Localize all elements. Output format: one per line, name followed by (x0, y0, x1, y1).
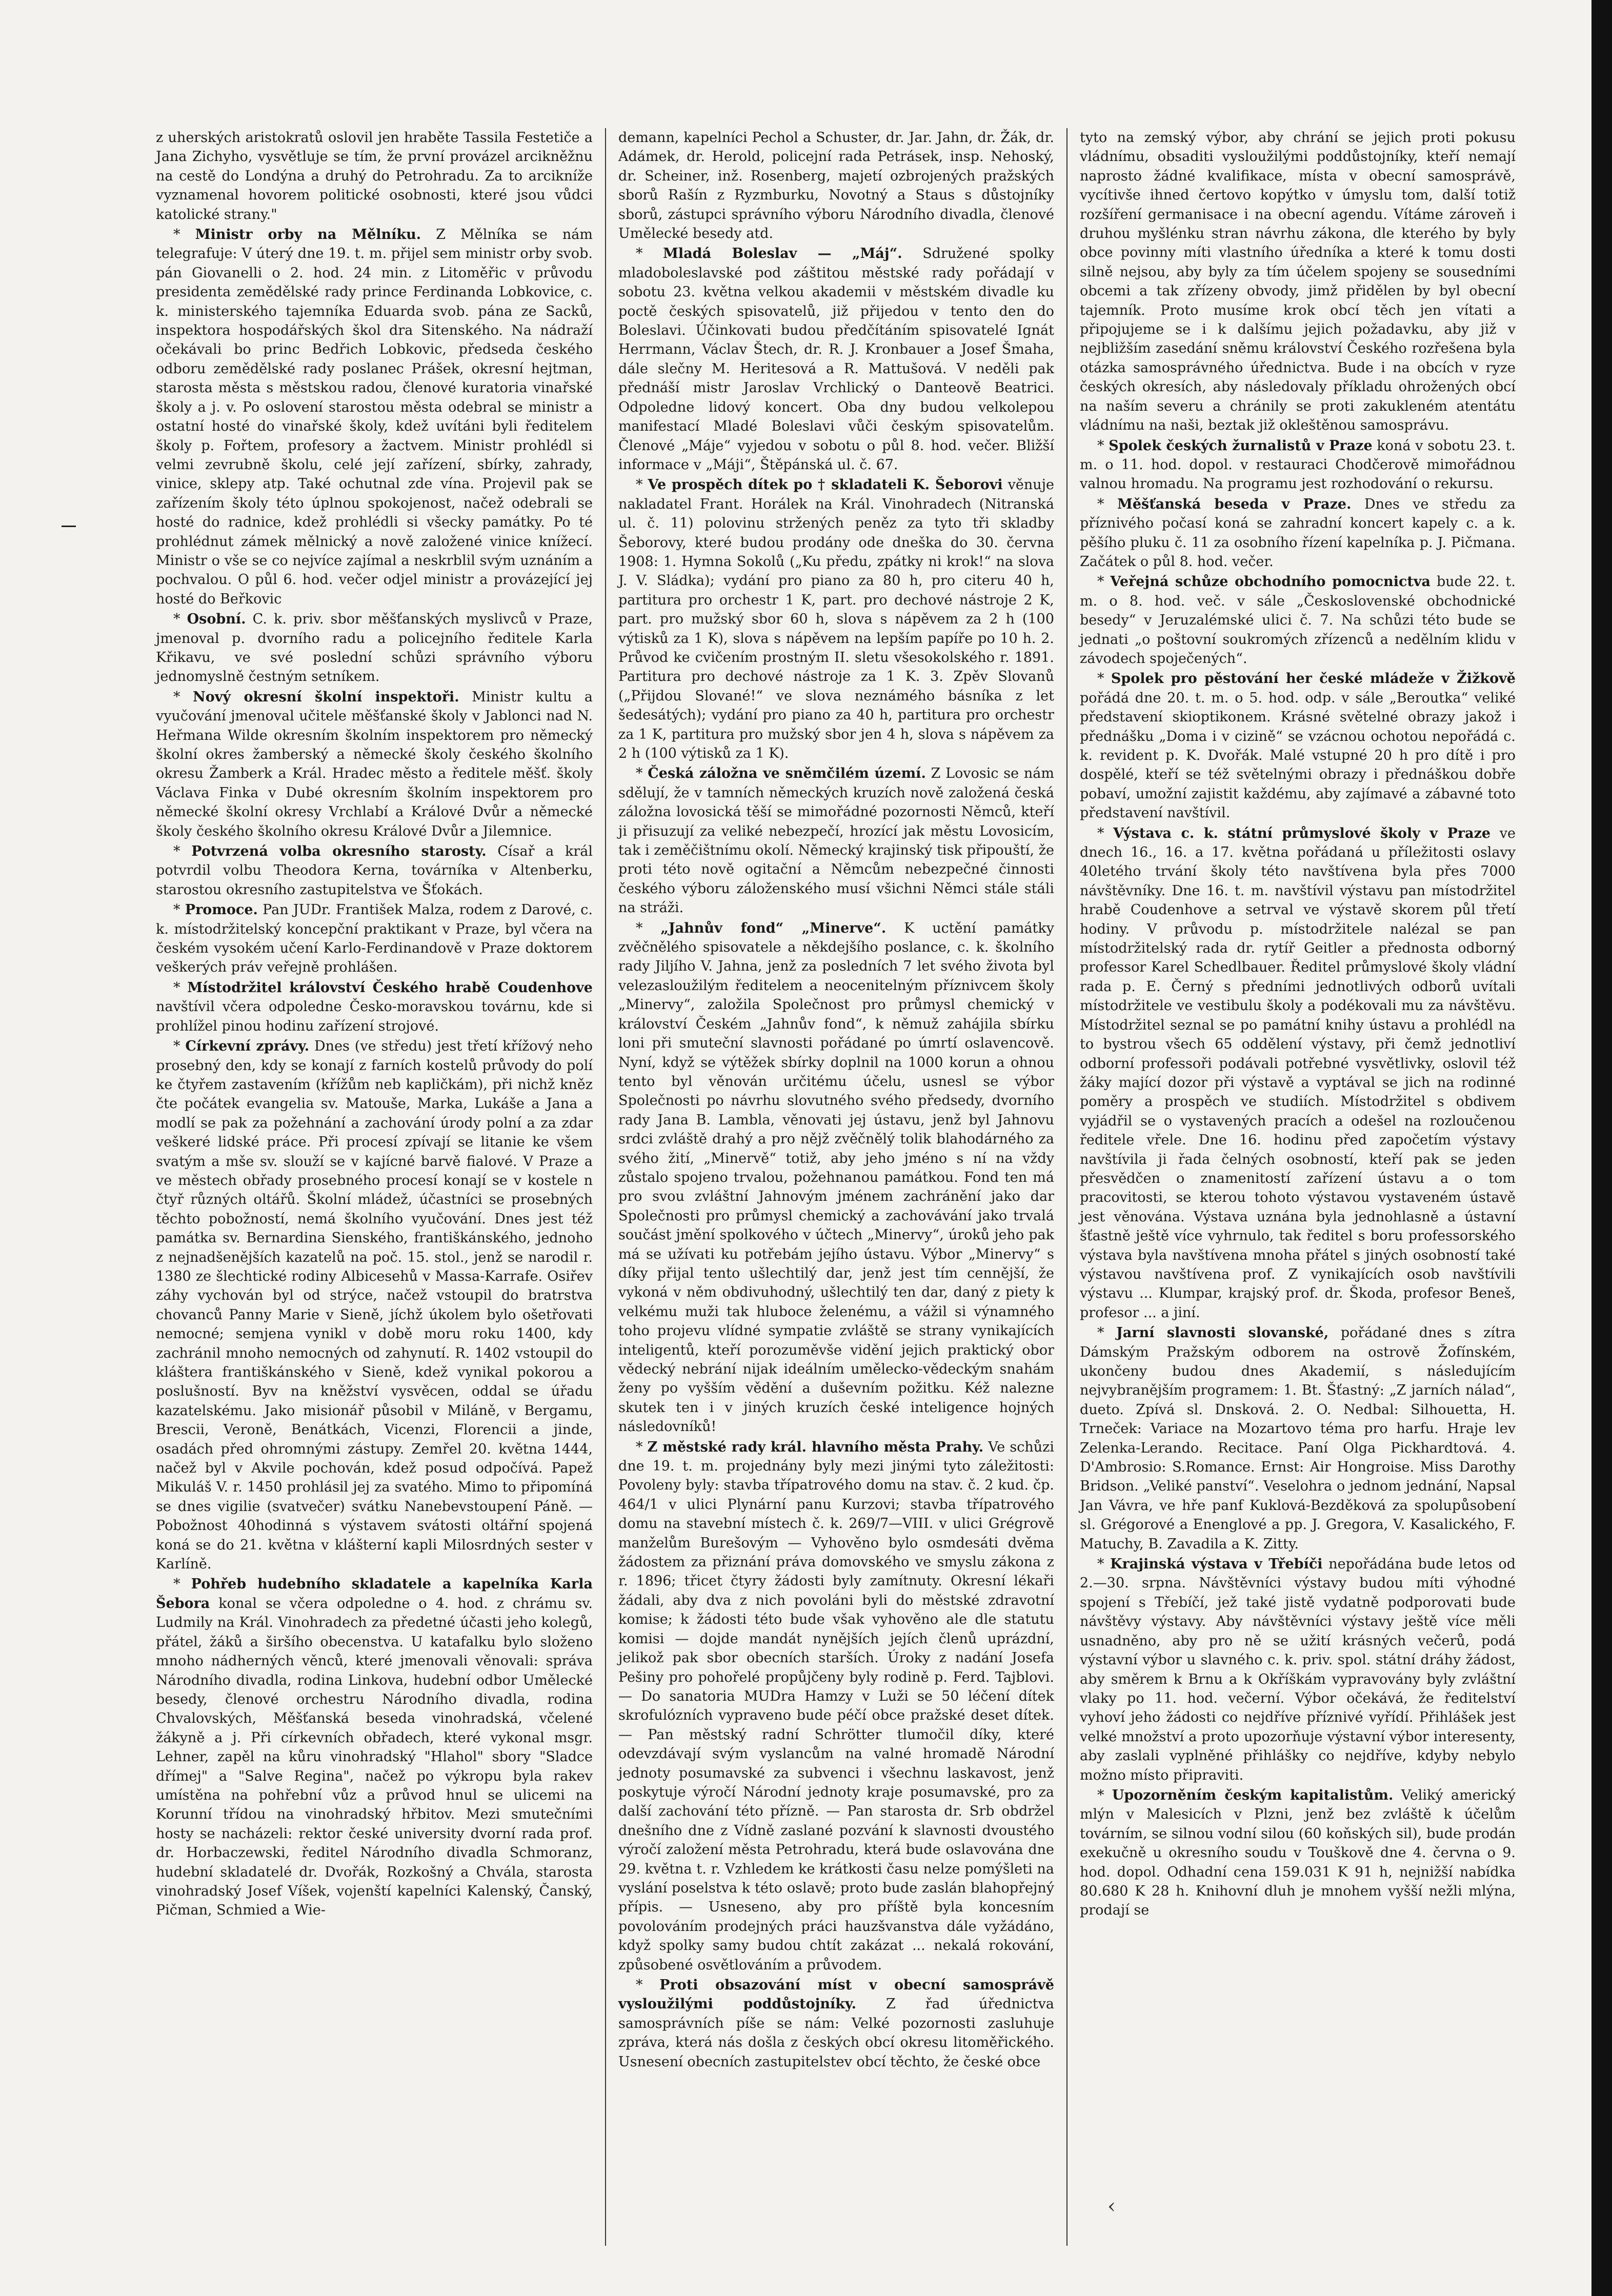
article-text: C. k. priv. sbor měšťanských myslivců v Praze, jmenoval p. dvorního radu a policejního ředitele Karla Křikavu, ve své poslední schůzi správního výboru jednomyslně čestným setníkem. (156, 611, 593, 685)
article-heading: Nový okresní školní inspektoři. (193, 689, 459, 705)
article-heading: Spolek pro pěstování her české mládeže v Žižkově (1111, 671, 1516, 687)
article-heading: Potvrzená volba okresního starosty. (191, 843, 487, 860)
article-paragraph: * Proti obsazování míst v obecní samosprávě vysloužilými poddůstojníky. Z řad úřednictva samosprávních píše se nám: Velké pozornosti zasluhuje zpráva, která nás došla z českých obcí okresu litoměřického. Usnesení obecních zastupitelstev obcí těchto, že české obce (618, 1977, 1055, 2070)
article-columns (144, 128, 1569, 2246)
article-text: Císař a král potvrdil volbu Theodora Kerna, továrníka v Altenberku, starostou okresního zastupitelstva ve Šťokách. (156, 843, 593, 898)
article-paragraph: * Osobní. C. k. priv. sbor měšťanských myslivců v Praze, jmenoval p. dvorního radu a policejního ředitele Karla Křikavu, ve své poslední schůzi správního výboru jednomyslně čestným setníkem. (156, 611, 593, 685)
article-heading: „Jahnův fond“ „Minerve“. (660, 920, 886, 936)
article-text: pořádané dnes s zítra Dámským Pražským odborem na ostrově Žofínském, ukončeny budou dnes Akademií, s následujícím nejvybranějším programem: 1. Bt. Šťastný: „Z jarních nálad“, dueto. Zpívá sl. Dnsková. 2. O. Nedbal: Silhouetta, H. Trneček: Variace na Mozartovo téma pro harfu. Hraje lev Zelenka-Lerando. Recitace. Paní Olga Pickhardtová. 4. D'Ambrosio: S.Romance. Ernst: Air Hongroise. Miss Darothy Bridson. „Veliké panství“. Veselohra o jednom jednání, Napsal Jan Vávra, ve hře panf Kuklová-Bezděková za spolupůsobení sl. Grégorové a Enenglové a pp. J. Gregora, V. Kasalického, F. Matuchy, B. Zavadila a K. Zitty. (1080, 1325, 1516, 1552)
article-heading: Proti obsazování míst v obecní samosprávě vysloužilými poddůstojníky. (618, 1977, 1054, 2012)
article-paragraph (156, 128, 593, 224)
article-paragraph: * Pohřeb hudebního skladatele a kapelníka Karla Šebora konal se včera odpoledne o 4. hod. z chrámu sv. Ludmily na Král. Vinohradech za předetné účasti jeho kolegů, přátel, žáků a širšího obecenstva. U katafalku bylo složeno mnoho nádherných věnců, které jmenovali věnovali: správa Národního divadla, rodina Linkova, hudební odbor Umělecké besedy, členové orchestru Národního divadla, rodina Chvalovských, Měšťanská beseda vinohradská, včelené žákyně a j. Při církevních obřadech, které vykonal msgr. Lehner, zapěl na kůru vinohradský "Hlahol" sbory "Sladce dřímej" a "Salve Regina", načež po výkropu byla rakev umístěna na pohřební vůz a průvod hnul se ulicemi na Korunní třídou na vinohradský hřbitov. Mezi smutečními hosty se nacházeli: rektor české university dvorní rada prof. dr. Horbaczewski, ředitel Národního divadla Schmoranz, hudební skladatelé dr. Dvořák, Rozkošný a Chvála, starosta vinohradský Josef Víšek, vojenští kapelníci Kalenský, Čanský, Pičman, Schmied a Wie- (156, 1576, 593, 1919)
article-paragraph: * Veřejná schůze obchodního pomocnictva bude 22. t. m. o 8. hod. več. v sále „Československé obchodnické besedy“ v Jeruzalémské ulici č. 7. Na schůzi této bude se jednati „o poštovní soukromých zřízenců a nedělním klidu v závodech spoječených“. (1080, 574, 1516, 667)
article-text: Ve schůzi dne 19. t. m. projednány byly mezi jinými tyto záležitosti: Povoleny byly: stavba třípatrového domu na stav. č. 2 kud. čp. 464/1 v ulici Plynární panu Kurzovi; stavba třípatrového domu na stavební místech č. k. 269/7—VIII. v ulici Grégrově manželům Burešovým — Vyhověno bylo osmdesáti dvěma žádostem za přiznání práva domovského ve smyslu zákona z r. 1896; třicet čtyry žádosti byly zamítnuty. Okresní lékaři žádali, aby dva z nich povoláni byli do městské zdravotní komise; k žádosti této bude však vyhověno ale dle statutu komisi — dojde mandát nynějších jejích členů uprázdní, jelikož pak sbor obecních starších. Úroky z nadání Josefa Pešiny pro pohořelé propůjčeny byly rodině p. Ferd. Tajblovi. — Do sanatoria MUDra Hamzy v Luži se 50 léčení dítek skrofulózních vypraveno bude péčí obce pražské deset dítek. — Pan městský radní Schrötter tlumočil díky, které odevzdávají svým vyslancům na valné hromadě Národní jednoty posumavské za subvenci i všechnu laskavost, jenž poskytuje výročí Národní jednoty kraje posumavské, pro za další zachování této přízně. — Pan starosta dr. Srb obdržel dnešního dne z Vídně zaslané pozvání k slavnosti dvoustého výročí založení města Petrohradu, která bude oslavována dne 29. května t. r. Vzhledem ke krátkosti času nelze pomýšleti na vyslání poselstva k této oslavě; proto bude zaslán blahopřejný přípis. — Usneseno, aby pro příště byla koncesním povolováním prodejných práci hauzšvanstva dále vyžádáno, když spolky samy budou chtít zakázat ... nekalá rokování, způsobené osvětlováním a průvodem. (618, 1439, 1054, 1973)
article-heading: Krajinská výstava v Třebíči (1110, 1556, 1323, 1573)
article-heading: Výstava c. k. státní průmyslové školy v Praze (1113, 825, 1491, 841)
article-text: Veliký americký mlýn v Malesicích v Plzni, jenž bez zvláště k účelům továrním, se silnou vodní silou (60 koňských sil), bude prodán exekučně u okresního soudu v Touškově dne 4. června o 9. hod. dopol. Odhadní cena 159.031 K 91 h, nejnižší nabídka 80.680 K 28 h. Knihovní dluh je mnohem vyšší nežli mlýna, prodají se (1080, 1787, 1516, 1919)
article-text: Ministr kultu a vyučování jmenoval učitele měšťanské školy v Jablonci nad N. Heřmana Wilde okresním školním inspektorem pro německý školní okres žamberský a německé školy českého školního okresu Žamberk a Král. Hradec město a ředitele měšť. školy Václava Finka v Dubé okresním školním inspektorem pro německé školní okresy Vrchlabí a Králové Dvůr a německé školy českého školního okresu Králové Dvůr a Jilemnice. (156, 689, 593, 839)
column-middle (605, 128, 1066, 2246)
article-paragraph: * Spolek českých žurnalistů v Praze koná v sobotu 23. t. m. o 11. hod. dopol. v restauraci Chodčerově mimořádnou valnou hromadu. Na programu jest rozhodování o rekursu. (1080, 437, 1516, 492)
article-heading: Veřejná schůze obchodního pomocnictva (1110, 574, 1431, 590)
page-dark-edge (1591, 0, 1612, 2296)
article-heading: Osobní. (187, 611, 246, 628)
article-text: bude 22. t. m. o 8. hod. več. v sále „Československé obchodnické besedy“ v Jeruzalémské ulici č. 7. Na schůzi této bude se jednati „o poštovní soukromých zřízenců a nedělním klidu v závodech spoječených“. (1080, 574, 1516, 667)
article-text: z uherských aristokratů oslovil jen hraběte Tassila Festetiče a Jana Zichyho, vysvětluje se tím, že první provázel arcikněžnu na cestě do Londýna a druhý do Petrohradu. Za to arcikníže vyznamenal hovorem politické osobnosti, které jsou vůdci katolické strany." (156, 130, 593, 223)
article-text: K uctění památky zvěčnělého spisovatele a někdejšího poslance, c. k. školního rady Jiljího V. Jahna, jenž za posledních 7 let svého života byl velezasloužilým ředitelem a neocenitelným příznivcem školy „Minervy“, založila Společnost pro průmysl chemický v království Českém „Jahnův fond“, k němuž zahájila sbírku loni při smuteční slavnosti pořádané po úmrtí oslavencově. Nyní, když se výtěžek sbírky doplnil na 1000 korun a ohnou tento byl věnován určitému účelu, usnesl se výbor Společnosti po návrhu slovutného svého předsedy, dvorního rady Jana B. Lambla, věnovati jej ústavu, jenž byl Jahnovu srdci zvláště drahý a pro nějž zvěčnělý tolik blahodárného za svého žití, „Minervě“ totiž, aby jeho jméno s ní na vždy zůstalo spojeno trvalou, požehnanou památkou. Fond ten má pro svou zvláštní Jahnovým jménem zachránění jako dar Společnosti pro průmysl chemický a zachovávání jako trvalá součást jmění spolkového v účtech „Minervy“, úroků jeho pak má se užívati ku potřebám jejího ústavu. Výbor „Minervy“ s díky přijal tento ušlechtilý dar, jenž jest tím cennější, že vykoná v něm obdivuhodný, ušlechtilý ten dar, daný z piety k velkému muži tak hluboce želenému, a vážil si výnamného toho projevu vlídné sympatie zvláště se strany vynikajících inteligentů, kteří porozuměvše vidění jejich praktický obor vědecký nebrání nijak ideálním umělecko-vědeckým snahám ženy po vyšším vědění a duševním požitku. Kéž nalezne skutek ten i v jiných kruzích české inteligence hojných následovníků! (618, 920, 1054, 1435)
article-text: konal se včera odpoledne o 4. hod. z chrámu sv. Ludmily na Král. Vinohradech za předetné účasti jeho kolegů, přátel, žáků a širšího obecenstva. U katafalku bylo složeno mnoho nádherných věnců, které jmenovali věnovali: správa Národního divadla, rodina Linkova, hudební odbor Umělecké besedy, členové orchestru Národního divadla, rodina Chvalovských, Měšťanská beseda vinohradská, včelené žákyně a j. Při církevních obřadech, které vykonal msgr. Lehner, zapěl na kůru vinohradský "Hlahol" sbory "Sladce dřímej" a "Salve Regina", načež po výkropu byla rakev umístěna na pohřební vůz a průvod hnul se ulicemi na Korunní třídou na vinohradský hřbitov. Mezi smutečními hosty se nacházeli: rektor české university dvorní rada prof. dr. Horbaczewski, ředitel Národního divadla Schmoranz, hudební skladatelé dr. Dvořák, Rozkošný a Chvála, starosta vinohradský Josef Víšek, vojenští kapelníci Kalenský, Čanský, Pičman, Schmied a Wie- (156, 1595, 593, 1919)
article-paragraph: * Upozorněním českým kapitalistům. Veliký americký mlýn v Malesicích v Plzni, jenž bez zvláště k účelům továrním, se silnou vodní silou (60 koňských sil), bude prodán exekučně u okresního soudu v Touškově dne 4. června o 9. hod. dopol. Odhadní cena 159.031 K 91 h, nejnižší nabídka 80.680 K 28 h. Knihovní dluh je mnohem vyšší nežli mlýna, prodají se (1080, 1787, 1516, 1919)
article-heading: Z městské rady král. hlavního města Prahy. (647, 1439, 984, 1455)
article-text: koná v sobotu 23. t. m. o 11. hod. dopol. v restauraci Chodčerově mimořádnou valnou hromadu. Na programu jest rozhodování o rekursu. (1080, 437, 1516, 492)
article-heading: Ministr orby na Mělníku. (195, 227, 421, 243)
column-right (1066, 128, 1528, 2246)
article-heading: Pohřeb hudebního skladatele a kapelníka Karla Šebora (156, 1576, 593, 1612)
article-paragraph: * Ve prospěch dítek po † skladateli K. Šeborovi věnuje nakladatel Frant. Horálek na Král. Vinohradech (Nitranská ul. č. 11) polovinu stržených peněz za tyto tři skladby Šeborovy, které budou prodány ode dneška do 30. června 1908: 1. Hymna Sokolů („Ku předu, zpátky ni krok!“ na slova J. V. Sládka); vydání pro piano za 80 h, pro citeru 40 h, partitura pro orchestr 1 K, part. pro dechové nástroje 2 K, part. pro mužský sbor 60 h, slova s nápěvem za 2 h (100 výtisků za 1 K), slova s nápěvem na lepším papíře po 10 h. 2. Průvod ke cvičením prostným II. sletu všesokolského r. 1891. Partitura pro dechové nástroje za 1 K. 3. Zpěv Slovanů („Přijdou Slované!“ ve slova neznámého básníka z let šedesátých); vydání pro piano za 40 h, partitura pro orchestr za 1 K, partitura pro mužský sbor jen 4 h, slova s nápěvem za 2 h (100 výtisků za 1 K). (618, 477, 1054, 761)
article-text: Z Lovosic se nám sdělují, že v tamních německých kruzích nově založená česká záložna lovosická těší se mimořádné pozornosti Němců, kteří ji přisuzují za veliké nebezpečí, hrozící jak městu Lovosicím, tak i zeměčištnímu okolí. Německý krajinský tisk připouští, že proti této nově ogitační a Němcům nebezpečné činnosti českého výboru záloženského musí všichni Němci stále stáli na stráži. (618, 766, 1054, 916)
article-paragraph (1080, 128, 1516, 435)
article-paragraph: * Nový okresní školní inspektoři. Ministr kultu a vyučování jmenoval učitele měšťanské školy v Jablonci nad N. Heřmana Wilde okresním školním inspektorem pro německý školní okres žamberský a německé školy českého školního okresu Žamberk a Král. Hradec město a ředitele měšť. školy Václava Finka v Dubé okresním školním inspektorem pro německé školní okresy Vrchlabí a Králové Dvůr a německé školy českého školního okresu Králové Dvůr a Jilemnice. (156, 689, 593, 839)
article-paragraph: * Potvrzená volba okresního starosty. Císař a král potvrdil volbu Theodora Kerna, továrníka v Altenberku, starostou okresního zastupitelstva ve Šťokách. (156, 843, 593, 898)
article-heading: Česká záložna ve sněmčilém území. (648, 766, 926, 782)
article-paragraph: * Promoce. Pan JUDr. František Malza, rodem z Darové, c. k. místodržitelský koncepční praktikant v Praze, byl včera na českém vysokém učení Karlo-Ferdinandově v Praze doktorem veškerých práv veřejně prohlášen. (156, 902, 593, 976)
margin-mark (62, 526, 76, 527)
article-paragraph: * Mladá Boleslav — „Máj“. Sdružené spolky mladoboleslavské pod záštitou městské rady pořádají v sobotu 23. května velkou akademii v městském divadle ku poctě českých spisovatelů, již přijedou v tento den do Boleslavi. Účinkovati budou předčítáním spisovatelé Ignát Herrmann, Václav Štech, dr. R. J. Kronbauer a Josef Šmaha, dále slečny M. Heritesová a R. Mattušová. V neděli pak přednáší mistr Jaroslav Vrchlický o Danteově Beatrici. Odpoledne lidový koncert. Oba dny budou velkolepou manifestací Mladé Boleslavi vůči českým spisovatelům. Členové „Máje“ vyjedou v sobotu o půl 8. hod. večer. Bližší informace v „Máji“, Štěpánská ul. č. 67. (618, 246, 1055, 473)
article-paragraph (618, 128, 1054, 243)
article-text: věnuje nakladatel Frant. Horálek na Král. Vinohradech (Nitranská ul. č. 11) polovinu stržených peněz za tyto tři skladby Šeborovy, které budou prodány ode dneška do 30. června 1908: 1. Hymna Sokolů („Ku předu, zpátky ni krok!“ na slova J. V. Sládka); vydání pro piano za 80 h, pro citeru 40 h, partitura pro orchestr 1 K, part. pro dechové nástroje 2 K, part. pro mužský sbor 60 h, slova s nápěvem za 2 h (100 výtisků za 1 K), slova s nápěvem na lepším papíře po 10 h. 2. Průvod ke cvičením prostným II. sletu všesokolského r. 1891. Partitura pro dechové nástroje za 1 K. 3. Zpěv Slovanů („Přijdou Slované!“ ve slova neznámého básníka z let šedesátých); vydání pro piano za 40 h, partitura pro orchestr za 1 K, partitura pro mužský sbor jen 4 h, slova s nápěvem za 2 h (100 výtisků za 1 K). (618, 477, 1054, 761)
article-text: tyto na zemský výbor, aby chrání se jejich proti pokusu vládnímu, obsaditi vysloužilými poddůstojníky, kteří nemají naprosto žádné kvalifikace, místa v obecní samosprávě, vycítivše ihned čertovo kopýtko v úmyslu tom, další totiž rozšíření germanisace i na obecní agendu. Vítáme zároveň i druhou myšlénku stran návrhu zákona, dle kterého by byly obce povinny míti vlastního úředníka a které k tomu dosti silně nejsou, aby byly za tím účelem spojeny se sousedními obcemi a tak zřízeny obvody, jimž přidělen by byl obecní tajemník. Proto musíme krok obcí těch jen vítati a připojujeme se i k dalšímu jejich požadavku, aby již v nejbližším zasedání sněmu království Českého rozřešena byla otázka samosprávného úřednictva. Bude i na obcích v ryze českých okresích, aby následovaly příkladu ohrožených obcí na naším severu a chránily se proti zakukleném atentátu vládnímu na naši, beztak již okleštěnou samosprávu. (1080, 130, 1516, 434)
article-paragraph: * Krajinská výstava v Třebíči nepořádána bude letos od 2.—30. srpna. Návštěvníci výstavy budou míti výhodné spojení s Třebíčí, jež také jistě vydatně podporovati bude návštěvy výstavy. Aby návštěvníci výstavy ještě více měli usnadněno, aby pro ně se užití krásných večerů, podá výstavní výbor u slavného c. k. priv. spol. státní dráhy žádost, aby směrem k Brnu a k Okříškám vypravovány byly zvláštní vlaky po 11. hod. večerní. Výbor očekává, že ředitelství vyhoví jeho žádosti co nejdříve příznivé vyřídí. Přihlášek jest velké množství a proto upozorňuje výstavní výbor interesenty, aby zaslali vyplněné přihlášky co nejdříve, kdyby nebylo možno místo připraviti. (1080, 1556, 1516, 1783)
article-text: Z řad úřednictva samosprávních píše se nám: Velké pozornosti zasluhuje zpráva, která nás došla z českých obcí okresu litoměřického. Usnesení obecních zastupitelstev obcí těchto, že české obce (618, 1996, 1055, 2070)
article-text: nepořádána bude letos od 2.—30. srpna. Návštěvníci výstavy budou míti výhodné spojení s Třebíčí, jež také jistě vydatně podporovati bude návštěvy výstavy. Aby návštěvníci výstavy ještě více měli usnadněno, aby pro ně se užití krásných večerů, podá výstavní výbor u slavného c. k. priv. spol. státní dráhy žádost, aby směrem k Brnu a k Okříškám vypravovány byly zvláštní vlaky po 11. hod. večerní. Výbor očekává, že ředitelství vyhoví jeho žádosti co nejdříve příznivé vyřídí. Přihlášek jest velké množství a proto upozorňuje výstavní výbor interesenty, aby zaslali vyplněné přihlášky co nejdříve, kdyby nebylo možno místo připraviti. (1080, 1556, 1516, 1783)
article-paragraph: * Výstava c. k. státní průmyslové školy v Praze ve dnech 16., 16. a 17. května pořádaná u příležitosti oslavy 40letého trvání školy této navštívena byla přes 7000 návštěvníky. Dne 16. t. m. navštívil výstavu pan místodržitel hrabě Coudenhove a setrval ve výstavě skorem půl třetí hodiny. V průvodu p. místodržitele nalézal se pan místodržitelský rada dr. rytíř Geitler a přednosta odborný professor Karel Schedlbauer. Ředitel průmyslové školy vládní rada p. E. Černý s předními jednotlivých odborů uvítali místodržitele ve vestibulu školy a podékovali mu za návštěvu. Místodržitel seznal se po památní knihy ústavu a prohlédl na to bystrou všech 65 oddělení výstavy, při čemž jednotliví odborní professoři podávali potřebné vysvětlivky, oslovil též žáky mající dozor při výstavě a vyptával se jich na rodinné poměry a prospěch ve studiích. Místodržitel s obdivem vyjádřil se o vystavených pracích a odešel na rozloučenou ředitele vřele. Dne 16. hodinu před započetím výstavy navštívila ji řada čelných osobností, kteří pak se jeden přesvědčen o znamenitostí zařízení ústavu a o tom pracovitosti, se kterou tohoto výstavou vystaveném ústavě jest věnována. Výstava uznána byla jednohlasně a ústavní šťastně ještě více vyhrnulo, tak ředitel s boru professorského výstava byla navštívena mnoha přátel s jiných osobností také výstavou navštívena prof. Z vynikajících osob navštívili výstavu ... Klumpar, krajský prof. dr. Škoda, profesor Beneš, profesor ... a jiní. (1080, 825, 1516, 1321)
article-text: Dnes (ve středu) jest třetí křížový neho prosebný den, kdy se konají z farních kostelů průvody do polí ke čtyřem zastavením (křížům neb kapličkám), při nichž kněz čte počátek evangelia sv. Matouše, Marka, Lukáše a Jana a modlí se pak za požehnání a zachování úrody polní a za zdar veškeré lidské práce. Při procesí zpívají se litanie ke všem svatým a mše sv. slouží se v kajícné barvě fialové. V Praze a ve městech obřady prosebného procesí konají se v kostele n čtyř různých oltářů. Školní mládež, účastníci se prosebných těchto pobožností, nemá školního vyučování. Dnes jest též památka sv. Bernardina Sienského, františkánského, jednoho z nejnadšenějších kazatelů na poč. 15. stol., jenž se narodil r. 1380 ze šlechtické rodiny Albicesehů v Massa-Karrafe. Osiřev záhy vychován byl od strýce, načež vstoupil do bratrstva chovanců Panny Marie v Sieně, jíchž úkolem bylo ošetřovati nemocné; semjena vynikl v době moru roku 1400, kdy zachránil mnoho nemocných od zahynutí. R. 1402 vstoupil do kláštera františkánského v Sieně, kdež vynikal pokorou a poslušností. Byv na kněžství vysvěcen, oddal se úřadu kazatelskému. Jako misionář působil v Miláně, v Bergamu, Brescii, Veroně, Benátkách, Vicenzi, Florencii a jinde, osadách před ohromnými zástupy. Zemřel 20. května 1444, načež byl v Akvile pochován, kdež posud odpočívá. Papež Mikuláš V. r. 1450 prohlásil jej za svatého. Mimo to připomíná se dnes vigilie (svatvečer) svátku Nanebevstoupení Páně. — Pobožnost 40hodinná s výstavem svátosti oltářní spojená koná se do 21. května v klášterní kapli Milosrdných sester v Karlíně. (156, 1038, 593, 1573)
article-paragraph: * Z městské rady král. hlavního města Prahy. Ve schůzi dne 19. t. m. projednány byly mezi jinými tyto záležitosti: Povoleny byly: stavba třípatrového domu na stav. č. 2 kud. čp. 464/1 v ulici Plynární panu Kurzovi; stavba třípatrového domu na stavební místech č. k. 269/7—VIII. v ulici Grégrově manželům Burešovým — Vyhověno bylo osmdesáti dvěma žádostem za přiznání práva domovského ve smyslu zákona z r. 1896; třicet čtyry žádosti byly zamítnuty. Okresní lékaři žádali, aby dva z nich povoláni byli do městské zdravotní komise; k žádosti této bude však vyhověno ale dle statutu komisi — dojde mandát nynějších jejích členů uprázdní, jelikož pak sbor obecních starších. Úroky z nadání Josefa Pešiny pro pohořelé propůjčeny byly rodině p. Ferd. Tajblovi. — Do sanatoria MUDra Hamzy v Luži se 50 léčení dítek skrofulózních vypraveno bude péčí obce pražské deset dítek. — Pan městský radní Schrötter tlumočil díky, které odevzdávají svým vyslancům na valné hromadě Národní jednoty posumavské za subvenci i všechnu laskavost, jenž poskytuje výročí Národní jednoty kraje posumavské, pro za další zachování této přízně. — Pan starosta dr. Srb obdržel dnešního dne z Vídně zaslané pozvání k slavnosti dvoustého výročí založení města Petrohradu, která bude oslavována dne 29. května t. r. Vzhledem ke krátkosti času nelze pomýšleti na vyslání poselstva k této oslavě; proto bude zaslán blahopřejný přípis. — Usneseno, aby pro příště byla koncesním povolováním prodejných práci hauzšvanstva dále vyžádáno, když spolky samy budou chtít zakázat ... nekalá rokování, způsobené osvětlováním a průvodem. (618, 1439, 1054, 1973)
article-text: navštívil včera odpoledne Česko-moravskou továrnu, kde si prohlížel pinou hodinu zařízení strojové. (156, 999, 593, 1034)
article-paragraph: * Ministr orby na Mělníku. Z Mělníka se nám telegrafuje: V úterý dne 19. t. m. přijel sem ministr orby svob. pán Giovanelli o 2. hod. 24 min. z Litoměřic v průvodu presidenta zemědělské rady prince Ferdinanda Lobkovice, c. k. ministerského tajemníka Eduarda svob. pána ze Sacků, inspektora hospodářských škol dra Sitenského. Na nádraží očekávali bo princ Bedřich Lobkovic, předseda českého odboru zemědělské rady poslanec Prášek, okresní hejtman, starosta města s městskou radou, členové kuratoria vinařské školy a j. v. Po oslovení starostou města odebral se ministr a ostatní hosté do vinařské školy, kdež uvítáni byli ředitelem školy p. Fořtem, profesory a žactvem. Ministr prohlédl si velmi zevrubně školu, celé její zařízení, sbírky, zahrady, vinice, sklepy atp. Také ochutnal zde vína. Projevil pak se zařízením školy této úplnou spokojenost, načež odebrali se hosté do radnice, kdež prohlédli si všecky památky. Po té prohlédnut zámek mělnický a nově založené vinice knížecí. Ministr o vše se co nejvíce zajímal a neskrblil svým uznáním a pochvalou. O půl 6. hod. večer odjel ministr a provázející jej hosté do Beřkovic (156, 227, 593, 607)
page-footer-mark: ‹ (1107, 2194, 1116, 2218)
column-left (144, 128, 605, 2246)
article-text: demann, kapelníci Pechol a Schuster, dr. Jar. Jahn, dr. Žák, dr. Adámek, dr. Herold, policejní rada Petrásek, insp. Nehoský, dr. Scheiner, inž. Rosenberg, majetí ozbrojených pražských sborů Rašín z Ryzmburku, Novotný a Staus s důstojníky sborů, zástupci správního výboru Národního divadla, členové Umělecké besedy atd. (618, 130, 1054, 242)
article-heading: Ve prospěch dítek po † skladateli K. Šeborovi (648, 477, 1003, 493)
article-paragraph: * Spolek pro pěstování her české mládeže v Žižkově pořádá dne 20. t. m. o 5. hod. odp. v sále „Beroutka“ veliké představení skioptikonem. Krásné světelné obrazy jakož i přednášku „Doma i v cizině“ se vzácnou ochotou nepořádá c. k. revident p. K. Dvořák. Malé vstupné 20 h pro dítě i pro dospělé, kteří se též světelnými obrazy i přednáškou dobře pobaví, umožní zajistit každému, aby zajímavé a zábavné toto představení navštívil. (1080, 671, 1516, 821)
article-text: Sdružené spolky mladoboleslavské pod záštitou městské rady pořádají v sobotu 23. května velkou akademii v městském divadle ku poctě českých spisovatelů, již přijedou v tento den do Boleslavi. Účinkovati budou předčítáním spisovatelé Ignát Herrmann, Václav Štech, dr. R. J. Kronbauer a Josef Šmaha, dále slečny M. Heritesová a R. Mattušová. V neděli pak přednáší mistr Jaroslav Vrchlický o Danteově Beatrici. Odpoledne lidový koncert. Oba dny budou velkolepou manifestací Mladé Boleslavi vůči českým spisovatelům. Členové „Máje“ vyjedou v sobotu o půl 8. hod. večer. Bližší informace v „Máji“, Štěpánská ul. č. 67. (618, 246, 1055, 473)
article-paragraph: * „Jahnův fond“ „Minerve“. K uctění památky zvěčnělého spisovatele a někdejšího poslance, c. k. školního rady Jiljího V. Jahna, jenž za posledních 7 let svého života byl velezasloužilým ředitelem a neocenitelným příznivcem školy „Minervy“, založila Společnost pro průmysl chemický v království Českém „Jahnův fond“, k němuž zahájila sbírku loni při smuteční slavnosti pořádané po úmrtí oslavencově. Nyní, když se výtěžek sbírky doplnil na 1000 korun a ohnou tento byl věnován určitému účelu, usnesl se výbor Společnosti po návrhu slovutného svého předsedy, dvorního rady Jana B. Lambla, věnovati jej ústavu, jenž byl Jahnovu srdci zvláště drahý a pro nějž zvěčnělý tolik blahodárného za svého žití, „Minervě“ totiž, aby jeho jméno s ní na vždy zůstalo spojeno trvalou, požehnanou památkou. Fond ten má pro svou zvláštní Jahnovým jménem zachránění jako dar Společnosti pro průmysl chemický a zachovávání jako trvalá součást jmění spolkového v účtech „Minervy“, úroků jeho pak má se užívati ku potřebám jejího ústavu. Výbor „Minervy“ s díky přijal tento ušlechtilý dar, jenž jest tím cennější, že vykoná v něm obdivuhodný, ušlechtilý ten dar, daný z piety k velkému muži tak hluboce želenému, a vážil si výnamného toho projevu vlídné sympatie zvláště se strany vynikajících inteligentů, kteří porozuměvše vidění jejich praktický obor vědecký nebrání nijak ideálním umělecko-vědeckým snahám ženy po vyšším vědění a duševním požitku. Kéž nalezne skutek ten i v jiných kruzích české inteligence hojných následovníků! (618, 920, 1054, 1435)
article-heading: Mladá Boleslav — „Máj“. (663, 246, 902, 262)
article-text: Pan JUDr. František Malza, rodem z Darové, c. k. místodržitelský koncepční praktikant v Praze, byl včera na českém vysokém učení Karlo-Ferdinandově v Praze doktorem veškerých práv veřejně prohlášen. (156, 902, 593, 976)
article-heading: Měšťanská beseda v Praze. (1117, 496, 1352, 512)
article-heading: Promoce. (185, 902, 258, 918)
article-paragraph: * Měšťanská beseda v Praze. Dnes ve středu za příznivého počasí koná se zahradní koncert kapely c. a k. pěšího pluku č. 11 za osobního řízení kapelníka p. J. Pičmana. Začátek o půl 8. hod. večer. (1080, 496, 1516, 570)
article-text: Dnes ve středu za příznivého počasí koná se zahradní koncert kapely c. a k. pěšího pluku č. 11 za osobního řízení kapelníka p. J. Pičmana. Začátek o půl 8. hod. večer. (1080, 496, 1516, 570)
article-heading: Jarní slavnosti slovanské, (1116, 1325, 1329, 1341)
article-text: ve dnech 16., 16. a 17. května pořádaná u příležitosti oslavy 40letého trvání školy této navštívena byla přes 7000 návštěvníky. Dne 16. t. m. navštívil výstavu pan místodržitel hrabě Coudenhove a setrval ve výstavě skorem půl třetí hodiny. V průvodu p. místodržitele nalézal se pan místodržitelský rada dr. rytíř Geitler a přednosta odborný professor Karel Schedlbauer. Ředitel průmyslové školy vládní rada p. E. Černý s předními jednotlivých odborů uvítali místodržitele ve vestibulu školy a podékovali mu za návštěvu. Místodržitel seznal se po památní knihy ústavu a prohlédl na to bystrou všech 65 oddělení výstavy, při čemž jednotliví odborní professoři podávali potřebné vysvětlivky, oslovil též žáky mající dozor při výstavě a vyptával se jich na rodinné poměry a prospěch ve studiích. Místodržitel s obdivem vyjádřil se o vystavených pracích a odešel na rozloučenou ředitele vřele. Dne 16. hodinu před započetím výstavy navštívila ji řada čelných osobností, kteří pak se jeden přesvědčen o znamenitostí zařízení ústavu a o tom pracovitosti, se kterou tohoto výstavou vystaveném ústavě jest věnována. Výstava uznána byla jednohlasně a ústavní šťastně ještě více vyhrnulo, tak ředitel s boru professorského výstava byla navštívena mnoha přátel s jiných osobností také výstavou navštívena prof. Z vynikajících osob navštívili výstavu ... Klumpar, krajský prof. dr. Škoda, profesor Beneš, profesor ... a jiní. (1080, 825, 1516, 1321)
article-heading: Upozorněním českým kapitalistům. (1112, 1787, 1394, 1803)
article-paragraph: * Místodržitel království Českého hrabě Coudenhove navštívil včera odpoledne Česko-moravskou továrnu, kde si prohlížel pinou hodinu zařízení strojové. (156, 979, 593, 1034)
article-heading: Spolek českých žurnalistů v Praze (1109, 437, 1373, 454)
article-heading: Místodržitel království Českého hrabě Coudenhove (187, 979, 593, 996)
article-text: pořádá dne 20. t. m. o 5. hod. odp. v sále „Beroutka“ veliké představení skioptikonem. Krásné světelné obrazy jakož i přednášku „Doma i v cizině“ se vzácnou ochotou nepořádá c. k. revident p. K. Dvořák. Malé vstupné 20 h pro dítě i pro dospělé, kteří se též světelnými obrazy i přednáškou dobře pobaví, umožní zajistit každému, aby zajímavé a zábavné toto představení navštívil. (1080, 690, 1516, 821)
article-paragraph: * Církevní zprávy. Dnes (ve středu) jest třetí křížový neho prosebný den, kdy se konají z farních kostelů průvody do polí ke čtyřem zastavením (křížům neb kapličkám), při nichž kněz čte počátek evangelia sv. Matouše, Marka, Lukáše a Jana a modlí se pak za požehnání a zachování úrody polní a za zdar veškeré lidské práce. Při procesí zpívají se litanie ke všem svatým a mše sv. slouží se v kajícné barvě fialové. V Praze a ve městech obřady prosebného procesí konají se v kostele n čtyř různých oltářů. Školní mládež, účastníci se prosebných těchto pobožností, nemá školního vyučování. Dnes jest též památka sv. Bernardina Sienského, františkánského, jednoho z nejnadšenějších kazatelů na poč. 15. stol., jenž se narodil r. 1380 ze šlechtické rodiny Albicesehů v Massa-Karrafe. Osiřev záhy vychován byl od strýce, načež vstoupil do bratrstva chovanců Panny Marie v Sieně, jíchž úkolem bylo ošetřovati nemocné; semjena vynikl v době moru roku 1400, kdy zachránil mnoho nemocných od zahynutí. R. 1402 vstoupil do kláštera františkánského v Sieně, kdež vynikal pokorou a poslušností. Byv na kněžství vysvěcen, oddal se úřadu kazatelskému. Jako misionář působil v Miláně, v Bergamu, Brescii, Veroně, Benátkách, Vicenzi, Florencii a jinde, osadách před ohromnými zástupy. Zemřel 20. května 1444, načež byl v Akvile pochován, kdež posud odpočívá. Papež Mikuláš V. r. 1450 prohlásil jej za svatého. Mimo to připomíná se dnes vigilie (svatvečer) svátku Nanebevstoupení Páně. — Pobožnost 40hodinná s výstavem svátosti oltářní spojená koná se do 21. května v klášterní kapli Milosrdných sester v Karlíně. (156, 1038, 593, 1573)
article-text: Z Mělníka se nám telegrafuje: V úterý dne 19. t. m. přijel sem ministr orby svob. pán Giovanelli o 2. hod. 24 min. z Litoměřic v průvodu presidenta zemědělské rady prince Ferdinanda Lobkovice, c. k. ministerského tajemníka Eduarda svob. pána ze Sacků, inspektora hospodářských škol dra Sitenského. Na nádraží očekávali bo princ Bedřich Lobkovic, předseda českého odboru zemědělské rady poslanec Prášek, okresní hejtman, starosta města s městskou radou, členové kuratoria vinařské školy a j. v. Po oslovení starostou města odebral se ministr a ostatní hosté do vinařské školy, kdež uvítáni byli ředitelem školy p. Fořtem, profesory a žactvem. Ministr prohlédl si velmi zevrubně školu, celé její zařízení, sbírky, zahrady, vinice, sklepy atp. Také ochutnal zde vína. Projevil pak se zařízením školy této úplnou spokojenost, načež odebrali se hosté do radnice, kdež prohlédli si všecky památky. Po té prohlédnut zámek mělnický a nově založené vinice knížecí. Ministr o vše se co nejvíce zajímal a neskrblil svým uznáním a pochvalou. O půl 6. hod. večer odjel ministr a provázející jej hosté do Beřkovic (156, 227, 593, 607)
article-paragraph: * Jarní slavnosti slovanské, pořádané dnes s zítra Dámským Pražským odborem na ostrově Žofínském, ukončeny budou dnes Akademií, s následujícím nejvybranějším programem: 1. Bt. Šťastný: „Z jarních nálad“, dueto. Zpívá sl. Dnsková. 2. O. Nedbal: Silhouetta, H. Trneček: Variace na Mozartovo téma pro harfu. Hraje lev Zelenka-Lerando. Recitace. Paní Olga Pickhardtová. 4. D'Ambrosio: S.Romance. Ernst: Air Hongroise. Miss Darothy Bridson. „Veliké panství“. Veselohra o jednom jednání, Napsal Jan Vávra, ve hře panf Kuklová-Bezděková za spolupůsobení sl. Grégorové a Enenglové a pp. J. Gregora, V. Kasalického, F. Matuchy, B. Zavadila a K. Zitty. (1080, 1325, 1516, 1552)
article-paragraph: * Česká záložna ve sněmčilém území. Z Lovosic se nám sdělují, že v tamních německých kruzích nově založená česká záložna lovosická těší se mimořádné pozornosti Němců, kteří ji přisuzují za veliké nebezpečí, hrozící jak městu Lovosicím, tak i zeměčištnímu okolí. Německý krajinský tisk připouští, že proti této nově ogitační a Němcům nebezpečné činnosti českého výboru záloženského musí všichni Němci stále stáli na stráži. (618, 766, 1054, 916)
article-heading: Církevní zprávy. (185, 1038, 310, 1055)
